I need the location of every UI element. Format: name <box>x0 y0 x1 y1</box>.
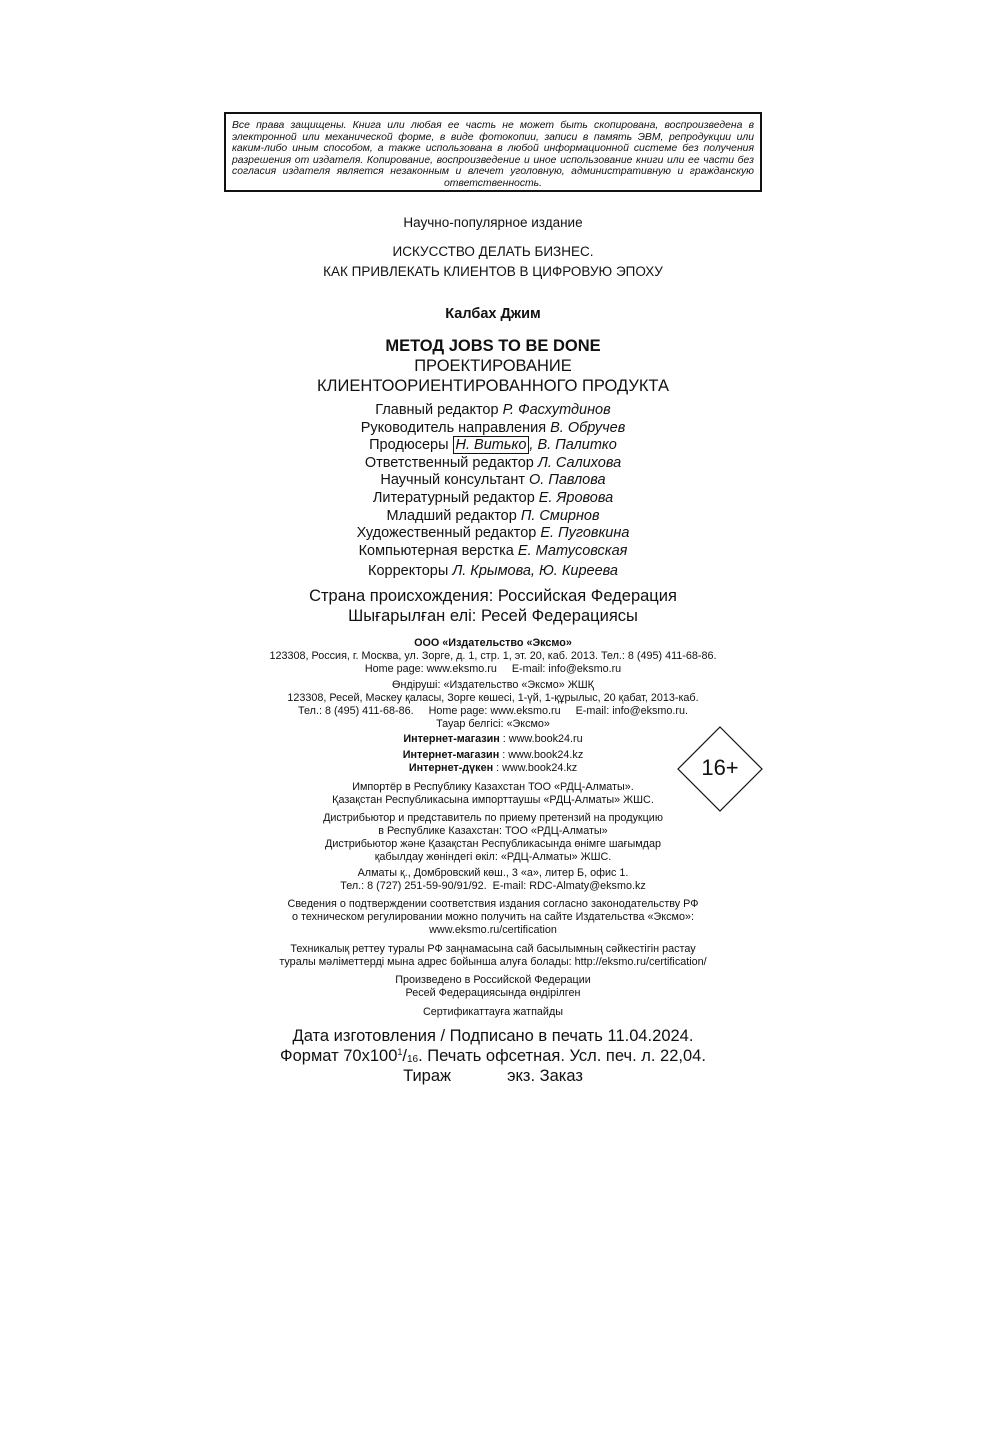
credit-name: О. Павлова <box>529 472 606 489</box>
publisher-kz-contact: Тел.: 8 (495) 411-68-86. Home page: www.eksmo.ru E-mail: info@eksmo.ru. <box>298 705 688 717</box>
print-date: Дата изготовления / Подписано в печать 11.04.2024. <box>292 1027 694 1045</box>
credit-name: Е. Яровова <box>538 490 614 506</box>
distributor-line: Дистрибьютор және Қазақстан Республикасында өнімге шағымдар <box>325 838 661 850</box>
credit-name: Е. Матусовская <box>517 542 628 559</box>
credit-name: Л. Крымова, Ю. Киреева <box>452 563 618 580</box>
edition-type: Научно-популярное издание <box>403 215 583 230</box>
shop-url: : www.book24.kz <box>499 749 584 761</box>
credit-role: Корректоры <box>368 563 453 580</box>
age-rating: 16+ <box>701 755 739 780</box>
format-numerator: 1 <box>397 1047 403 1057</box>
book-title: МЕТОД JOBS TO BE DONE <box>385 337 601 355</box>
certification-line: о техническом регулировании можно получить на сайте Издательства «Эксмо»: <box>292 911 694 923</box>
credit-role: Литературный редактор <box>372 490 539 506</box>
publisher-name: ООО «Издательство «Эксмо» <box>414 637 572 649</box>
produced-in-ru: Произведено в Российской Федерации <box>395 974 591 986</box>
credit-role: Продюсеры <box>369 437 453 454</box>
credit-name: Е. Пуговкина <box>540 525 630 542</box>
credit-role: Научный консультант <box>380 472 530 489</box>
shop-url: : www.book24.kz <box>493 762 578 774</box>
format-slash: / <box>402 1047 407 1065</box>
credit-role: Руководитель направления <box>360 419 551 436</box>
credit-name: Л. Салихова <box>537 454 622 471</box>
country-of-origin-kz: Шығарылған елі: Ресей Федерациясы <box>348 607 638 625</box>
credit-role: Ответственный редактор <box>364 454 538 471</box>
credit-role: Художественный редактор <box>356 525 541 542</box>
print-run-label: Тираж <box>403 1067 452 1085</box>
credit-line <box>0 455 986 471</box>
importer-ru: Импортёр в Республику Казахстан ТОО «РДЦ-Алматы». <box>352 781 634 793</box>
certification-kz-line: туралы мәліметтерді мына адрес бойынша алуға болады: http://eksmo.ru/certification/ <box>279 956 707 968</box>
credit-line <box>0 420 986 436</box>
distributor-address: Алматы қ., Домбровский көш., 3 «а», литер Б, офис 1. <box>357 867 629 879</box>
book-subtitle-line1: ПРОЕКТИРОВАНИЕ <box>414 357 572 375</box>
shop-label: Интернет-магазин <box>402 749 500 761</box>
copyright-notice-box <box>224 112 762 192</box>
credit-line <box>0 508 986 524</box>
copyright-notice-text: Все права защищены. Книга или любая ее часть не может быть скопирована, воспроизведена в электронной или механической форме, в виде фотокопии, записи в память ЭВМ, репродукции или каким-либо иным способом, а также использована в любой информационной системе без получения разрешения от издателя. Копирование, воспроизведение и иное использование книги или ее части без согласия издателя является незаконным и влечет уголовную, административную и гражданскую ответственность. <box>232 120 754 189</box>
credit-role: Младший редактор <box>386 507 521 524</box>
certification-url: www.eksmo.ru/certification <box>429 924 557 936</box>
credit-name: В. Обручев <box>550 419 626 436</box>
credit-role: Главный редактор <box>375 402 503 418</box>
credit-name: Р. Фасхутдинов <box>502 402 611 418</box>
distributor-line: в Республике Казахстан: ТОО «РДЦ-Алматы» <box>378 825 608 837</box>
distributor-line: Дистрибьютор и представитель по приему претензий на продукцию <box>323 812 663 824</box>
credit-line <box>0 490 986 506</box>
series-title-line2: КАК ПРИВЛЕКАТЬ КЛИЕНТОВ В ЦИФРОВУЮ ЭПОХУ <box>323 264 663 279</box>
credit-name: Н. Витько <box>453 436 530 454</box>
certification-line: Сведения о подтверждении соответствия издания согласно законодательству РФ <box>287 898 699 910</box>
credit-name: , В. Палитко <box>529 437 617 454</box>
publisher-kz-address: 123308, Ресей, Мәскеу қаласы, Зорге көшесі, 1-үй, 1-құрылыс, 20 қабат, 2013-каб. <box>287 692 699 704</box>
publisher-kz-name: Өндіруші: «Издательство «Эксмо» ЖШҚ <box>392 679 594 691</box>
publisher-address: 123308, Россия, г. Москва, ул. Зорге, д. 1, стр. 1, эт. 20, каб. 2013. Тел.: 8 (495) 411-68-86. <box>269 650 717 662</box>
shop-label: Интернет-дүкен <box>408 762 494 774</box>
series-title-line1: ИСКУССТВО ДЕЛАТЬ БИЗНЕС. <box>392 244 594 259</box>
shop-label: Интернет-магазин <box>403 733 500 745</box>
print-format <box>0 1047 986 1066</box>
credit-line <box>0 563 986 579</box>
publisher-web: Home page: www.eksmo.ru E-mail: info@eksmo.ru <box>364 663 622 675</box>
distributor-contact: Тел.: 8 (727) 251-59-90/91/92. E-mail: RDC-Almaty@eksmo.kz <box>340 880 646 892</box>
format-prefix: Формат 70х100 <box>280 1047 398 1065</box>
format-suffix: . Печать офсетная. Усл. печ. л. 22,04. <box>418 1047 706 1065</box>
no-certification-note: Сертификаттауға жатпайды <box>422 1006 564 1018</box>
publisher-trademark: Тауар белгісі: «Эксмо» <box>436 718 550 730</box>
distributor-line: қабылдау жөніндегі өкіл: «РДЦ-Алматы» ЖШС. <box>374 851 612 863</box>
print-run <box>0 1067 986 1086</box>
shop-line-1 <box>0 733 986 745</box>
produced-in-kz: Ресей Федерациясында өндірілген <box>405 987 581 999</box>
shop-line-3 <box>0 762 986 774</box>
certification-kz-line: Техникалық реттеу туралы РФ заңнамасына сай басылымның сәйкестігін растау <box>290 943 696 955</box>
shop-url: : www.book24.ru <box>499 733 583 745</box>
order-label: экз. Заказ <box>507 1067 583 1085</box>
credit-line <box>0 472 986 488</box>
author-name: Калбах Джим <box>445 306 541 322</box>
credit-line <box>0 437 986 453</box>
credit-line <box>0 402 986 418</box>
credit-line <box>0 525 986 541</box>
book-subtitle-line2: КЛИЕНТООРИЕНТИРОВАННОГО ПРОДУКТА <box>317 377 669 395</box>
importer-kz: Қазақстан Республикасына импорттаушы «РДЦ-Алматы» ЖШС. <box>332 794 654 806</box>
credit-role: Компьютерная верстка <box>358 542 518 559</box>
country-of-origin-ru: Страна происхождения: Российская Федерация <box>309 587 677 605</box>
shop-line-2 <box>0 749 986 761</box>
format-denominator: 16 <box>407 1054 419 1065</box>
credit-name: П. Смирнов <box>520 507 600 524</box>
credit-line <box>0 543 986 559</box>
